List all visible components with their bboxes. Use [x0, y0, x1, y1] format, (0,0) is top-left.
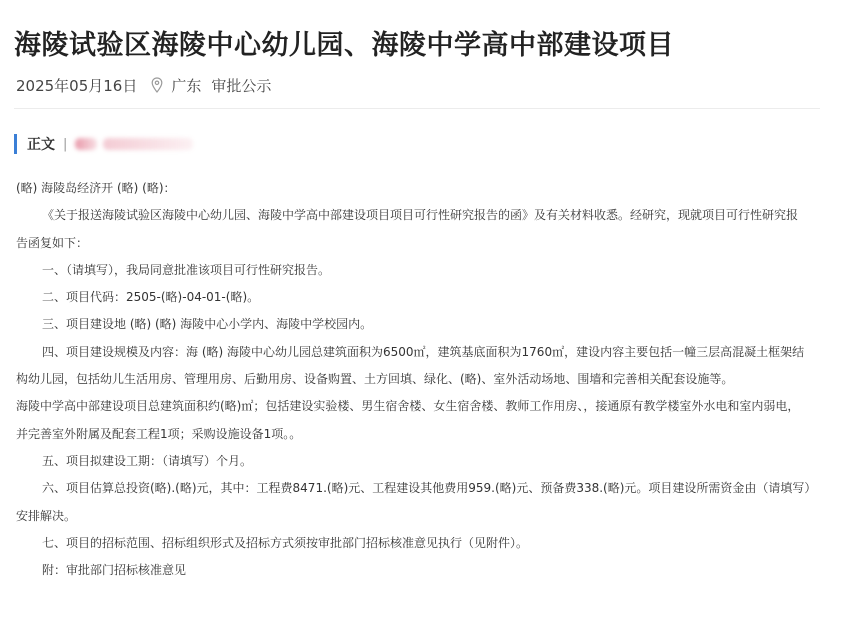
item-6-line-1: 六、项目估算总投资(略).(略)元，其中：工程费8471.(略)元、工程建设其他费用959.(略)元、预备费338.(略)元。项目建设所需资金由（请填写） [42, 481, 817, 496]
redacted-phone-blur [103, 138, 193, 150]
article-body [16, 175, 844, 584]
publish-date: 2025年05月16日 [16, 76, 138, 95]
article-meta [16, 73, 271, 97]
item-2: 二、项目代码：2505-(略)-04-01-(略)。 [42, 290, 260, 305]
item-7: 七、项目的招标范围、招标组织形式及招标方式须按审批部门招标核准意见执行（见附件）。 [42, 535, 529, 550]
item-6-line-2: 安排解决。 [16, 508, 77, 523]
section-accent-bar [14, 134, 17, 154]
location-pin-icon [151, 77, 163, 93]
item-4-line-2: 构幼儿园，包括幼儿生活用房、管理用房、后勤用房、设备购置、土方回填、绿化、(略)、室外活动场地、围墙和完善相关配套设施等。 [16, 372, 734, 387]
section-separator: | [63, 136, 68, 152]
attachment-line[interactable]: 附：审批部门招标核准意见 [42, 563, 187, 578]
page-title: 海陵试验区海陵中心幼儿园、海陵中学高中部建设项目 [14, 30, 674, 62]
item-4-line-1: 四、项目建设规模及内容：海 (略) 海陵中心幼儿园总建筑面积为6500㎡，建筑基底面积为1760㎡，建设内容主要包括一幢三层高混凝土框架结 [42, 344, 805, 359]
section-header [14, 133, 193, 155]
section-label: 正文 [27, 137, 55, 153]
item-1: 一、（请填写），我局同意批准该项目可行性研究报告。 [42, 262, 331, 277]
intro-paragraph-line-2: 告函复如下： [16, 235, 89, 250]
header-divider [14, 108, 820, 109]
item-3: 三、项目建设地 (略) (略) 海陵中心小学内、海陵中学校园内。 [42, 317, 373, 332]
addressee-line: (略) 海陵岛经济开 (略) (略)： [16, 181, 176, 195]
redacted-contact-blur [75, 138, 97, 150]
item-4-line-4: 并完善室外附属及配套工程1项；采购设施设备1项。。 [16, 426, 302, 441]
region-label[interactable]: 广东 [171, 76, 202, 95]
item-4-line-3: 海陵中学高中部建设项目总建筑面积约(略)㎡；包括建设实验楼、男生宿舍楼、女生宿舍楼、教师工作用房、，接通原有教学楼室外水电和室内弱电， [16, 399, 800, 414]
item-5: 五、项目拟建设工期：（请填写）个月。 [42, 453, 253, 468]
intro-paragraph-line-1: 《关于报送海陵试验区海陵中心幼儿园、海陵中学高中部建设项目项目可行性研究报告的函》及有关材料收悉。经研究，现就项目可行性研究报 [42, 208, 799, 223]
category-label[interactable]: 审批公示 [211, 76, 272, 95]
